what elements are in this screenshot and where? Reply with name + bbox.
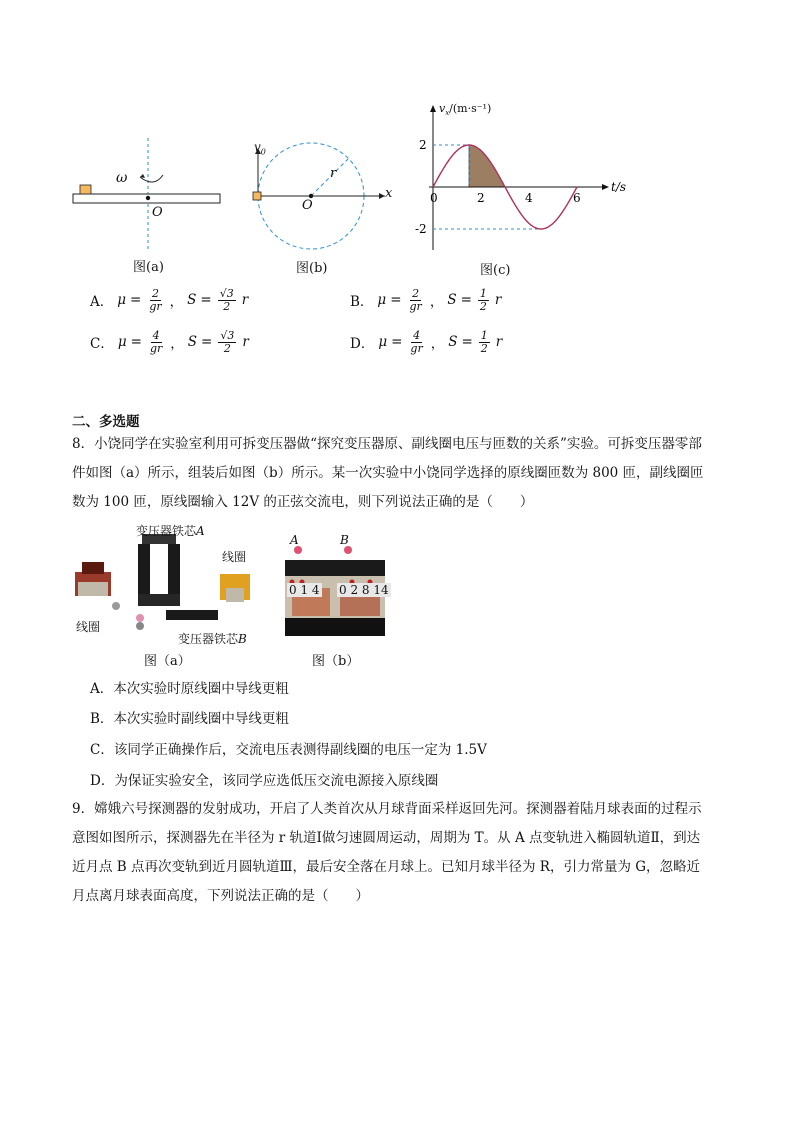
terminal-b-label: B: [340, 533, 349, 547]
coil-left-label: 线圈: [76, 620, 101, 634]
x-axis-label: x: [385, 186, 393, 201]
block-at-edge: [253, 192, 261, 200]
fig-b-origin-label: O: [302, 198, 313, 213]
fig-a-origin-label: O: [152, 205, 163, 220]
x-tick-0: 0: [430, 191, 438, 205]
core-b-label: 变压器铁芯B: [178, 632, 247, 646]
q8-option-c[interactable]: C．该同学正确操作后，交流电压表测得副线圈的电压一定为 1.5V: [90, 742, 487, 758]
option-d[interactable]: D． μ = $\frac{4}{gr}$ ， S = $\frac{1}{2}$ r: [350, 329, 503, 355]
q8-option-a[interactable]: A．本次实验时原线圈中导线更粗: [90, 681, 289, 697]
x-axis-arrow: [602, 184, 609, 190]
x-tick-4: 4: [525, 191, 533, 205]
y-axis-arrow: [430, 105, 436, 112]
fig-q8-b-caption: 图（b）: [312, 654, 360, 669]
x-tick-2: 2: [477, 191, 485, 205]
option-c[interactable]: C． μ = $\frac{4}{gr}$ ， S = $\frac{√3}{2}$ r: [90, 329, 249, 355]
velocity-time-chart: [405, 100, 635, 270]
omega-label: ω: [116, 170, 128, 186]
question-8-text: 8．小饶同学在实验室利用可拆变压器做“探究变压器原、副线圈电压与匝数的关系”实验。可拆变压器零部 件如图（a）所示，组装后如图（b）所示。某一次实验中小饶同学选择的原线圈匝数为 800 匝，副线圈匝 数为 100 匝，原线圈输入 12V 的正弦交流电，则下列说法正确的是（ ）: [72, 436, 704, 510]
chart-ylabel: $v_x/(m\cdot s^{-1})$: [439, 102, 492, 118]
core-a-label: 变压器铁芯A: [136, 524, 205, 538]
option-b[interactable]: B． μ = $\frac{2}{gr}$ ， S = $\frac{1}{2}$ r: [350, 287, 502, 313]
section-title: 二、多选题: [72, 414, 140, 430]
terminal-a-label: A: [290, 533, 299, 547]
r-label: r: [330, 166, 337, 181]
fig-q8-a-caption: 图（a）: [144, 654, 191, 669]
q8-option-d[interactable]: D．为保证实验安全，该同学应选低压交流电源接入原线圈: [90, 773, 439, 789]
fig-b-caption: 图(b): [296, 261, 328, 276]
scale-left: 0 1 4: [289, 583, 320, 597]
small-block: [80, 185, 91, 194]
fig-a-caption: 图(a): [133, 260, 164, 275]
center-point: [146, 196, 150, 200]
y-tick-neg2: -2: [415, 222, 427, 236]
question-9-text: 9．嫦娥六号探测器的发射成功，开启了人类首次从月球背面采样返回先河。探测器着陆月球表面的过程示 意图如图所示，探测器先在半径为 r 轨道Ⅰ做匀速圆周运动，周期为 T。从 A 点变轨进入椭圆轨道Ⅱ，到达 近月点 B 点再次变轨到近月圆轨道Ⅲ，最后安全落在月球上。已知月球半径为 R，引力常量为 G，忽略近 月点离月球表面高度，下列说法正确的是（ ）: [72, 801, 702, 904]
x-axis-label: t/s: [611, 180, 627, 194]
coil-right-label: 线圈: [222, 550, 247, 564]
q8-option-b[interactable]: B．本次实验时副线圈中导线更粗: [90, 711, 289, 727]
v0-label: $v_0$: [254, 140, 266, 157]
y-tick-2: 2: [419, 138, 427, 152]
x-tick-6: 6: [573, 191, 581, 205]
option-a[interactable]: A． μ = $\frac{2}{gr}$ ， S = $\frac{√3}{2}$ r: [90, 287, 249, 313]
scale-right: 0 2 8 14: [339, 583, 389, 597]
shaded-area: [469, 145, 505, 187]
fig-c-caption: 图(c): [480, 263, 511, 278]
